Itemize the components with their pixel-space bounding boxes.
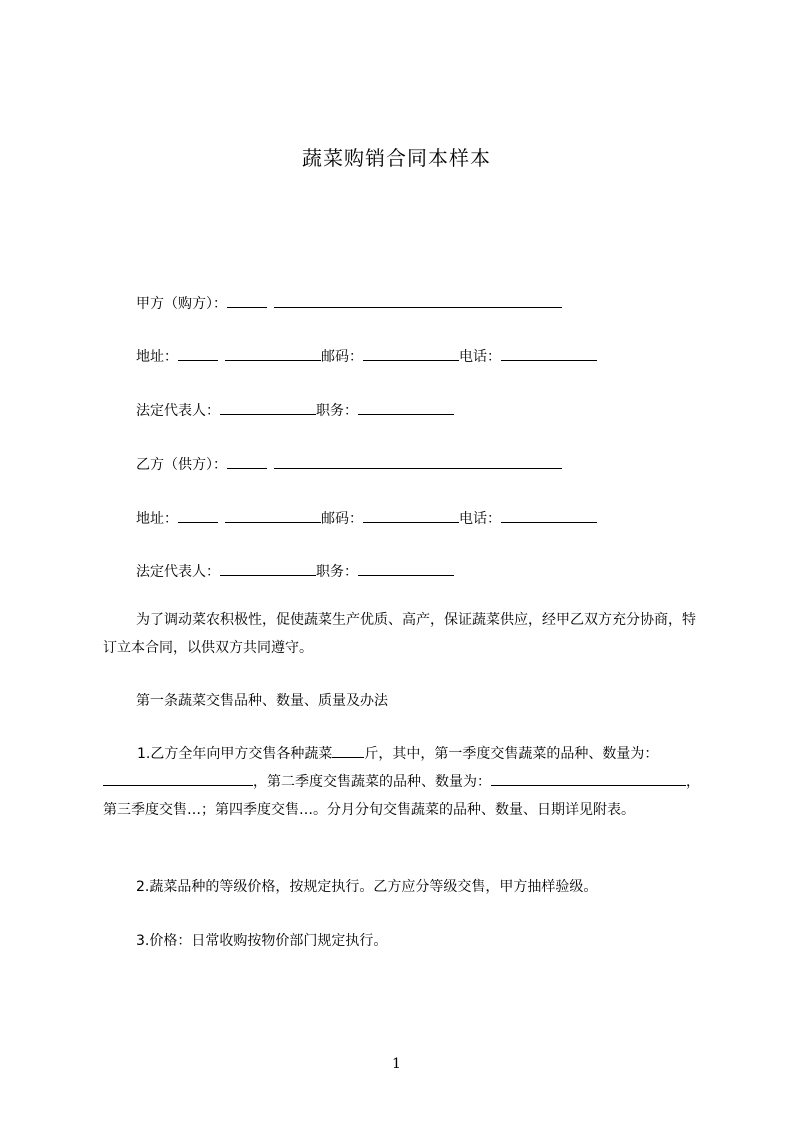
party-b-short-blank (227, 453, 267, 469)
party-b-line (136, 453, 562, 475)
party-a-legal-rep-label: 法定代表人： (136, 403, 220, 419)
party-a-position-label: 职务： (316, 403, 358, 419)
party-b-address-label: 地址： (136, 511, 178, 527)
party-a-position-blank (358, 399, 454, 415)
preamble-paragraph: 为了调动菜农积极性，促使蔬菜生产优质、高产，保证蔬菜供应，经甲乙双方充分协商，特订立本合同，以供双方共同遵守。 (103, 612, 696, 656)
party-a-rep-line (136, 399, 454, 421)
clause-2: 2.蔬菜品种的等级价格，按规定执行。乙方应分等级交售，甲方抽样验级。 (136, 879, 598, 895)
clause-1-q1-text: 斤，其中，第一季度交售蔬菜的品种、数量为： (364, 746, 659, 762)
party-b-postcode-label: 邮码： (321, 511, 363, 527)
clause-1-schedule-text: 。分月分旬交售蔬菜的品种、数量、日期详见附表。 (313, 802, 635, 818)
party-a-label: 甲方（购方）： (136, 296, 227, 312)
party-a-address-line (136, 345, 597, 367)
clause-1-paragraph (103, 740, 703, 824)
party-a-address-short-blank (178, 345, 218, 361)
clause-1-intro: 1.乙方全年向甲方交售各种蔬菜 (137, 746, 333, 762)
party-b-legal-rep-label: 法定代表人： (136, 564, 220, 580)
clause-3: 3.价格：日常收购按物价部门规定执行。 (136, 933, 388, 949)
party-b-position-blank (358, 560, 454, 576)
party-b-address-blank (225, 507, 321, 523)
clause-1-total-quantity-blank (332, 742, 364, 758)
party-b-position-label: 职务： (316, 564, 358, 580)
clause-1-q2-blank (491, 770, 686, 786)
clause-1-q1-blank (103, 770, 253, 786)
party-a-phone-blank (501, 345, 597, 361)
party-b-rep-line (136, 560, 454, 582)
party-a-legal-rep-blank (220, 399, 316, 415)
party-b-label: 乙方（供方）： (136, 457, 227, 473)
clause-1-q4-ellipsis: … (299, 802, 313, 818)
party-a-address-blank (225, 345, 321, 361)
party-a-address-label: 地址： (136, 349, 178, 365)
clause-1-q3-text: ，第三季度交售 (103, 774, 700, 818)
party-a-line (136, 292, 562, 314)
clause-1-q4-text: ；第四季度交售 (201, 802, 299, 818)
party-b-phone-blank (501, 507, 597, 523)
clause-1-q3-ellipsis: … (187, 802, 201, 818)
party-b-name-blank (274, 453, 562, 469)
page-number: 1 (392, 1056, 401, 1072)
clause-1-q2-text: ，第二季度交售蔬菜的品种、数量为： (253, 774, 491, 790)
document-title: 蔬菜购销合同本样本 (302, 146, 491, 170)
article-1-heading: 第一条蔬菜交售品种、数量、质量及办法 (136, 693, 388, 709)
party-b-phone-label: 电话： (459, 511, 501, 527)
party-b-postcode-blank (363, 507, 459, 523)
party-b-address-line (136, 507, 597, 529)
party-a-postcode-blank (363, 345, 459, 361)
party-b-legal-rep-blank (220, 560, 316, 576)
party-a-phone-label: 电话： (459, 349, 501, 365)
party-a-short-blank (227, 292, 267, 308)
party-b-address-short-blank (178, 507, 218, 523)
party-a-name-blank (274, 292, 562, 308)
party-a-postcode-label: 邮码： (321, 349, 363, 365)
